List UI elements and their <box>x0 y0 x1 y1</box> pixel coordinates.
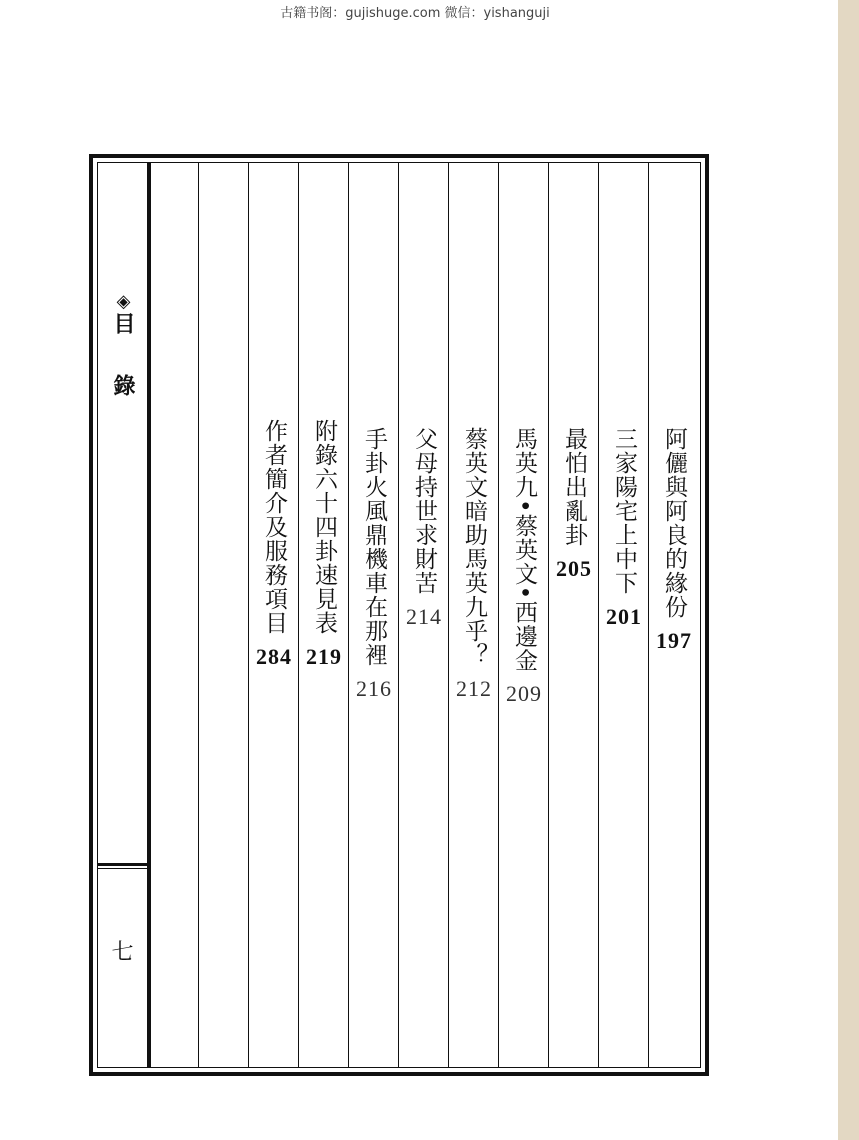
toc-entry-page: 209 <box>506 681 542 707</box>
toc-entry <box>648 163 698 1067</box>
page-edge-strip <box>838 0 859 1140</box>
toc-entry-title: 阿儷與阿良的緣份 <box>661 427 687 619</box>
toc-entry-page: 197 <box>656 628 692 653</box>
section-title-char-2: 錄 <box>110 374 136 396</box>
watermark-text: 古籍书阁：gujishuge.com 微信：yishanguji <box>280 6 550 21</box>
toc-entry-title: 最怕出亂卦 <box>561 427 587 547</box>
toc-entry-title: 馬英九•蔡英文•西邊金 <box>511 427 537 673</box>
section-title-char-1: 目 <box>110 312 136 334</box>
toc-entry-title: 父母持世求財苦 <box>411 427 437 595</box>
toc-entry-title: 蔡英文暗助馬英九乎？ <box>461 427 487 667</box>
toc-entry <box>398 163 448 1067</box>
toc-columns <box>151 163 700 1067</box>
toc-entry-title: 附錄六十四卦速見表 <box>311 419 337 635</box>
toc-entry <box>348 163 398 1067</box>
toc-entry <box>448 163 498 1067</box>
toc-entry-title: 作者簡介及服務項目 <box>261 419 287 635</box>
toc-entry-title: 手卦火風鼎機車在那裡 <box>361 427 387 667</box>
diamond-icon: ◈ <box>113 291 134 312</box>
sidebar-column <box>98 163 151 1067</box>
toc-entry-page: 212 <box>456 676 492 701</box>
toc-entry-title: 三家陽宅上中下 <box>611 427 637 595</box>
toc-entry <box>598 163 648 1067</box>
sidebar-divider <box>98 863 147 869</box>
toc-frame-inner <box>97 162 701 1068</box>
toc-entry <box>498 163 548 1067</box>
toc-entry-page: 284 <box>256 644 292 669</box>
page-number: 七 <box>111 940 134 965</box>
toc-frame <box>89 154 709 1076</box>
toc-entry-page: 201 <box>606 604 642 629</box>
toc-entry <box>248 163 298 1067</box>
toc-entry <box>298 163 348 1067</box>
toc-empty-column <box>198 163 248 1067</box>
toc-empty-column <box>151 163 198 1067</box>
toc-entry-page: 216 <box>356 676 392 701</box>
toc-entry-page: 214 <box>406 604 442 629</box>
toc-entry-page: 205 <box>556 556 592 581</box>
section-title <box>105 291 141 396</box>
toc-entry-page: 219 <box>306 644 342 669</box>
toc-entry <box>548 163 598 1067</box>
